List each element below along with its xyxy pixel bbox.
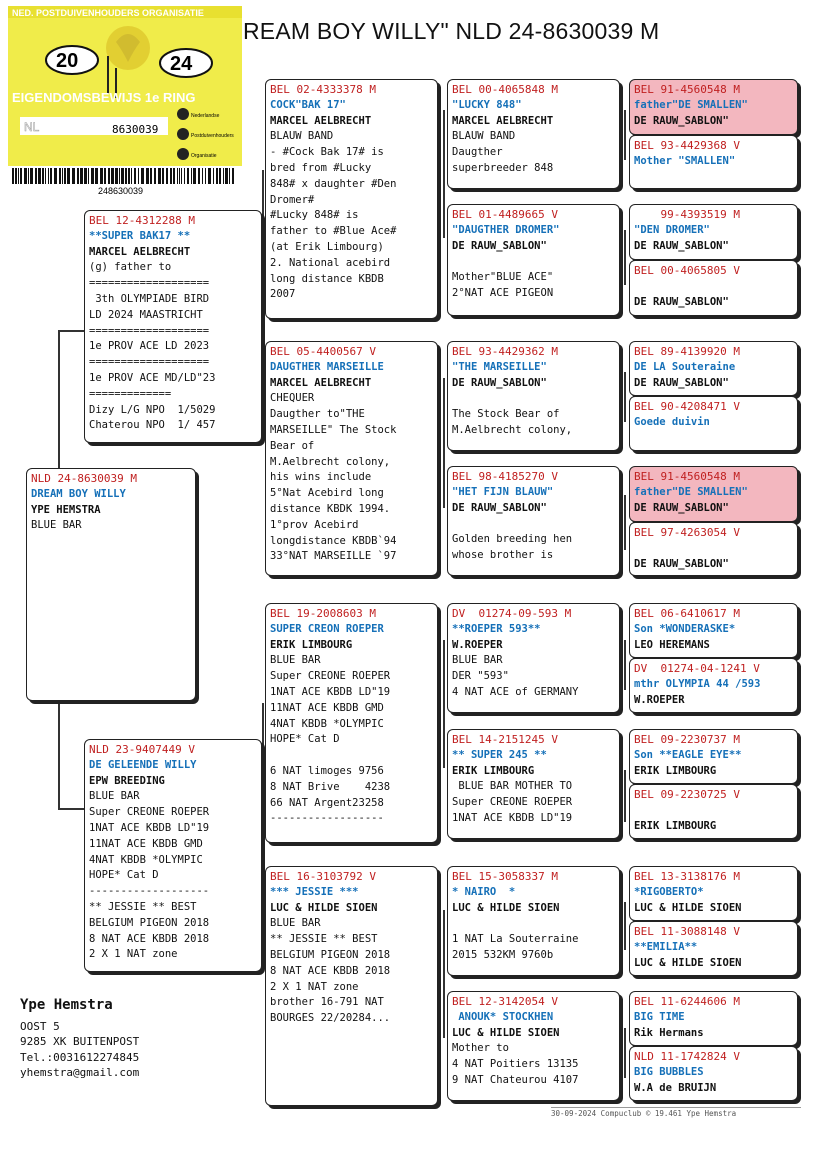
pigeon-card-subject: [26, 468, 196, 701]
pigeon-card-g4-16: [629, 1046, 798, 1101]
pedigree-text: long distance KBDB: [270, 272, 384, 285]
ring-number: BEL 11-6244606 M: [634, 995, 740, 1008]
pedigree-text: BLAUW BAND: [270, 130, 334, 143]
pigeon-name: DAUGTHER MARSEILLE: [270, 360, 384, 373]
ring-number: BEL 12-4312288 M: [89, 214, 195, 227]
pedigree-text: [452, 391, 615, 407]
pigeon-name: Goede duivin: [634, 415, 710, 428]
ring-number: BEL 16-3103792 V: [270, 870, 376, 883]
pedigree-text: his wins include: [270, 471, 372, 484]
breeder-name: MARCEL AELBRECHT: [452, 114, 554, 127]
pedigree-text: Super CREONE ROEPER: [270, 670, 391, 683]
pigeon-name: BIG BUBBLES: [634, 1065, 704, 1078]
ring-number: BEL 97-4263054 V: [634, 526, 740, 539]
ring-number: BEL 12-3142054 V: [452, 995, 558, 1008]
pigeon-card-g4-12: [629, 784, 798, 839]
pedigree-text: CHEQUER: [270, 392, 315, 405]
ring-number: BEL 91-4560548 M: [634, 83, 740, 96]
breeder-name: ERIK LIMBOURG: [270, 638, 353, 651]
pedigree-text: 1e PROV ACE MD/LD"23: [89, 371, 216, 384]
pedigree-text: (g) father to: [89, 261, 172, 274]
pigeon-name: [634, 279, 793, 295]
pedigree-text: 2 X 1 NAT zone: [270, 980, 359, 993]
pigeon-card-g4-10: [629, 658, 798, 713]
pedigree-text: 1°prov Acebird: [270, 518, 359, 531]
pedigree-text: 8 NAT ACE KBDB 2018: [270, 964, 391, 977]
pedigree-text: BLUE BAR: [89, 790, 140, 803]
connector-line: [58, 700, 60, 810]
pedigree-text: 2. National acebird: [270, 256, 391, 269]
pedigree-text: Mother to: [452, 1042, 509, 1055]
pigeon-card-g3-2: [447, 204, 620, 316]
connector-line: [262, 170, 264, 418]
breeder-name: LUC & HILDE SIOEN: [270, 901, 378, 914]
pigeon-card-sire: [84, 210, 262, 443]
pigeon-name: ** SUPER 245 **: [452, 748, 547, 761]
pedigree-text: 33°NAT MARSEILLE `97: [270, 550, 397, 563]
pedigree-text: HOPE* Cat D: [270, 733, 340, 746]
pigeon-card-dam-sire: [265, 603, 438, 843]
breeder-name: Rik Hermans: [634, 1026, 704, 1039]
breeder-name: YPE HEMSTRA: [31, 503, 101, 516]
pedigree-text: Golden breeding hen: [452, 533, 573, 546]
page-title: REAM BOY WILLY" NLD 24-8630039 M: [243, 18, 660, 44]
pedigree-text: BELGIUM PIGEON 2018: [270, 948, 391, 961]
breeder-name: DE RAUW_SABLON": [452, 239, 547, 252]
pedigree-text: [270, 748, 433, 764]
breeder-name: MARCEL AELBRECHT: [89, 245, 191, 258]
pedigree-text: Super CREONE ROEPER: [89, 806, 210, 819]
pedigree-text: ------------------: [270, 812, 384, 825]
pedigree-text: ===================: [89, 356, 210, 369]
pigeon-card-g4-13: [629, 866, 798, 921]
pedigree-text: [452, 916, 615, 932]
connector-line: [624, 372, 626, 422]
ring-number: NLD 23-9407449 V: [89, 743, 195, 756]
pedigree-text: 4 NAT Poitiers 13135: [452, 1058, 579, 1071]
owner-name: Ype Hemstra: [20, 997, 113, 1013]
ring-number: BEL 00-4065805 V: [634, 264, 740, 277]
pedigree-text: =============: [89, 387, 172, 400]
pigeon-card-dam: [84, 739, 262, 972]
ring-number: NLD 24-8630039 M: [31, 472, 137, 485]
breeder-name: W.ROEPER: [452, 638, 503, 651]
lion-logo-icon: [106, 26, 150, 70]
pigeon-name: mthr OLYMPIA 44 /593: [634, 677, 761, 690]
pedigree-text: BLUE BAR: [270, 917, 321, 930]
connector-line: [58, 330, 60, 470]
card-npo-1: Nederlandse: [191, 113, 220, 119]
pigeon-card-g3-1: [447, 79, 620, 189]
breeder-name: EPW BREEDING: [89, 774, 165, 787]
pedigree-text: ** JESSIE ** BEST: [89, 900, 197, 913]
pedigree-text: 4NAT KBDB *OLYMPIC: [270, 717, 384, 730]
ring-number: BEL 02-4333378 M: [270, 83, 376, 96]
pedigree-text: BLUE BAR: [270, 654, 321, 667]
pedigree-text: whose brother is: [452, 548, 554, 561]
footer-credit: 30-09-2024 Compuclub © 19.461 Ype Hemstra: [551, 1107, 801, 1118]
pedigree-text: 3th OLYMPIADE BIRD: [89, 292, 210, 305]
pigeon-name: "DEN DROMER": [634, 223, 710, 236]
breeder-name: MARCEL AELBRECHT: [270, 376, 372, 389]
ring-number: BEL 15-3058337 M: [452, 870, 558, 883]
owner-street: OOST 5: [20, 1019, 60, 1033]
pedigree-text: The Stock Bear of: [452, 408, 560, 421]
pigeon-card-g4-14: [629, 921, 798, 976]
ownership-card: [8, 6, 242, 196]
pedigree-text: Mother"BLUE ACE": [452, 271, 554, 284]
connector-line: [624, 230, 626, 285]
breeder-name: DE RAUW_SABLON": [452, 501, 547, 514]
pigeon-name: "THE MARSEILLE": [452, 360, 547, 373]
pedigree-text: MARSEILLE" The Stock: [270, 423, 397, 436]
pigeon-card-g3-5: [447, 603, 620, 713]
connector-line: [624, 640, 626, 690]
breeder-name: LUC & HILDE SIOEN: [634, 901, 742, 914]
breeder-name: LUC & HILDE SIOEN: [634, 956, 742, 969]
pedigree-text: 1 NAT La Souterraine: [452, 933, 579, 946]
breeder-name: W.A de BRUIJN: [634, 1081, 717, 1094]
pedigree-text: brother 16-791 NAT: [270, 996, 384, 1009]
pigeon-name: Mother "SMALLEN": [634, 154, 736, 167]
pedigree-text: LD 2024 MAASTRICHT: [89, 308, 203, 321]
pigeon-card-g4-15: [629, 991, 798, 1046]
pedigree-text: -------------------: [89, 885, 210, 898]
ring-number: DV 01274-09-593 M: [452, 607, 572, 620]
pigeon-name: "DAUGTHER DROMER": [452, 223, 560, 236]
pedigree-text: Daugther to"THE: [270, 408, 365, 421]
connector-line: [624, 110, 626, 160]
pigeon-name: DREAM BOY WILLY: [31, 487, 126, 500]
pedigree-text: 1NAT ACE KBDB LD"19: [452, 811, 573, 824]
pigeon-name: **EMILIA**: [634, 940, 698, 953]
pigeon-card-sire-dam: [265, 341, 438, 576]
owner-address: [20, 998, 139, 1081]
ring-number: BEL 90-4208471 V: [634, 400, 740, 413]
pedigree-text: 11NAT ACE KBDB GMD: [89, 837, 203, 850]
pigeon-card-g4-11: [629, 729, 798, 784]
pedigree-text: #Lucky 848# is: [270, 209, 359, 222]
ring-number: BEL 91-4560548 M: [634, 470, 740, 483]
pedigree-text: HOPE* Cat D: [89, 869, 159, 882]
connector-line: [624, 495, 626, 550]
pedigree-text: 2007: [270, 288, 296, 301]
pedigree-text: DER "593": [452, 670, 509, 683]
pedigree-text: 8 NAT Brive 4238: [270, 780, 391, 793]
owner-city: 9285 XK BUITENPOST: [20, 1035, 140, 1048]
pigeon-name: **ROEPER 593**: [452, 622, 541, 635]
pedigree-text: Chaterou NPO 1/ 457: [89, 419, 216, 432]
pedigree-text: BLUE BAR MOTHER TO: [452, 780, 573, 793]
pigeon-card-g3-4: [447, 466, 620, 576]
pedigree-text: 5°Nat Acebird long: [270, 487, 384, 500]
pedigree-text: Dizy L/G NPO 1/5029: [89, 403, 216, 416]
breeder-name: ERIK LIMBOURG: [452, 764, 535, 777]
pigeon-card-g4-9: [629, 603, 798, 658]
breeder-name: DE RAUW_SABLON": [634, 501, 729, 514]
breeder-name: ERIK LIMBOURG: [634, 819, 717, 832]
pedigree-text: [452, 516, 615, 532]
pedigree-text: 4 NAT ACE of GERMANY: [452, 685, 579, 698]
breeder-name: LUC & HILDE SIOEN: [452, 1026, 560, 1039]
card-year-left: 20: [56, 50, 79, 72]
breeder-name: LUC & HILDE SIOEN: [452, 901, 560, 914]
breeder-name: DE RAUW_SABLON": [634, 376, 729, 389]
pedigree-text: 2°NAT ACE PIGEON: [452, 286, 554, 299]
ring-number: BEL 06-6410617 M: [634, 607, 740, 620]
pigeon-name: DE LA Souteraine: [634, 360, 736, 373]
pedigree-text: 2015 532KM 9760b: [452, 948, 554, 961]
pedigree-text: superbreeder 848: [452, 161, 554, 174]
pedigree-text: longdistance KBDB`94: [270, 534, 397, 547]
pigeon-name: SUPER CREON ROEPER: [270, 622, 384, 635]
ring-number: BEL 19-2008603 M: [270, 607, 376, 620]
pigeon-name: ANOUK* STOCKHEN: [452, 1010, 554, 1023]
pedigree-text: M.Aelbrecht colony,: [452, 423, 573, 436]
connector-line: [624, 902, 626, 950]
card-org: NED. POSTDUIVENHOUDERS ORGANISATIE: [12, 8, 204, 18]
pigeon-name: COCK"BAK 17": [270, 98, 346, 111]
ring-number: BEL 14-2151245 V: [452, 733, 558, 746]
pigeon-card-dam-dam: [265, 866, 438, 1106]
ring-number: DV 01274-04-1241 V: [634, 662, 760, 675]
pedigree-text: Bear of: [270, 439, 315, 452]
ring-number: BEL 00-4065848 M: [452, 83, 558, 96]
pigeon-card-g3-6: [447, 729, 620, 839]
connector-line: [58, 330, 86, 332]
pigeon-name: father"DE SMALLEN": [634, 98, 748, 111]
connector-line: [443, 110, 445, 238]
ring-number: BEL 93-4429362 M: [452, 345, 558, 358]
ring-number: BEL 89-4139920 M: [634, 345, 740, 358]
ring-number: BEL 09-2230725 V: [634, 788, 740, 801]
card-number: 8630039: [112, 123, 159, 136]
ring-number: BEL 09-2230737 M: [634, 733, 740, 746]
pigeon-name: DE GELEENDE WILLY: [89, 758, 197, 771]
connector-line: [443, 910, 445, 1038]
pigeon-name: Son *WONDERASKE*: [634, 622, 736, 635]
owner-email: yhemstra@gmail.com: [20, 1066, 140, 1079]
owner-phone: Tel.:0031612274845: [20, 1050, 140, 1064]
pedigree-text: 1NAT ACE KBDB LD"19: [270, 685, 391, 698]
breeder-name: DE RAUW_SABLON": [452, 376, 547, 389]
pedigree-text: [452, 254, 615, 270]
pigeon-name: *** JESSIE ***: [270, 885, 359, 898]
breeder-name: DE RAUW_SABLON": [634, 295, 729, 308]
ring-number: BEL 05-4400567 V: [270, 345, 376, 358]
pedigree-text: 66 NAT Argent23258: [270, 796, 384, 809]
pigeon-card-g4-4: [629, 260, 798, 316]
pedigree-text: (at Erik Limbourg): [270, 240, 384, 253]
pigeon-card-g4-3: [629, 204, 798, 260]
ring-number: NLD 11-1742824 V: [634, 1050, 740, 1063]
breeder-name: DE RAUW_SABLON": [634, 239, 729, 252]
breeder-name: DE RAUW_SABLON": [634, 114, 729, 127]
pedigree-text: ===================: [89, 324, 210, 337]
pigeon-card-g3-7: [447, 866, 620, 976]
ring-number: 99-4393519 M: [634, 208, 740, 221]
pedigree-text: 1NAT ACE KBDB LD"19: [89, 821, 210, 834]
pedigree-text: M.Aelbrecht colony,: [270, 455, 391, 468]
pedigree-text: BLUE BAR: [452, 654, 503, 667]
pigeon-name: "HET FIJN BLAUW": [452, 485, 554, 498]
pedigree-text: 1e PROV ACE LD 2023: [89, 340, 210, 353]
pedigree-text: BLUE BAR: [31, 519, 82, 532]
connector-line: [58, 808, 86, 810]
card-npo-2: Postduivenhouders: [191, 133, 234, 139]
pigeon-card-g4-2: [629, 135, 798, 189]
card-barcode-text: 248630039: [98, 186, 144, 196]
pigeon-card-g4-7: [629, 466, 798, 522]
pedigree-text: BELGIUM PIGEON 2018: [89, 916, 210, 929]
pedigree-text: BOURGES 22/20284...: [270, 1012, 391, 1025]
pigeon-card-g4-1: [629, 79, 798, 135]
pigeon-name: **SUPER BAK17 **: [89, 229, 191, 242]
pedigree-text: Super CREONE ROEPER: [452, 796, 573, 809]
connector-line: [262, 703, 264, 933]
pigeon-card-sire-sire: [265, 79, 438, 319]
connector-line: [624, 770, 626, 822]
card-npo-3: Organisatie: [191, 153, 217, 159]
pigeon-card-g4-5: [629, 341, 798, 396]
pedigree-text: Dromer#: [270, 193, 315, 206]
pigeon-card-g3-8: [447, 991, 620, 1101]
pedigree-text: ** JESSIE ** BEST: [270, 933, 378, 946]
card-label: EIGENDOMSBEWIJS 1e RING: [12, 90, 196, 105]
pedigree-text: 6 NAT limoges 9756: [270, 764, 384, 777]
pigeon-name: Son **EAGLE EYE**: [634, 748, 742, 761]
ring-number: BEL 98-4185270 V: [452, 470, 558, 483]
pigeon-name: [634, 803, 793, 819]
connector-line: [443, 640, 445, 768]
ring-number: BEL 11-3088148 V: [634, 925, 740, 938]
pedigree-text: Daugther: [452, 146, 503, 159]
pedigree-text: 4NAT KBDB *OLYMPIC: [89, 853, 203, 866]
pigeon-name: "LUCKY 848": [452, 98, 522, 111]
pigeon-card-g3-3: [447, 341, 620, 451]
pigeon-name: [634, 541, 793, 557]
breeder-name: ERIK LIMBOURG: [634, 764, 717, 777]
pedigree-text: BLAUW BAND: [452, 130, 516, 143]
pedigree-text: father to #Blue Ace#: [270, 225, 397, 238]
ring-number: BEL 13-3138176 M: [634, 870, 740, 883]
pedigree-text: 11NAT ACE KBDB GMD: [270, 701, 384, 714]
pedigree-text: bred from #Lucky: [270, 161, 372, 174]
pedigree-text: 8 NAT ACE KBDB 2018: [89, 932, 210, 945]
pedigree-text: - #Cock Bak 17# is: [270, 146, 384, 159]
connector-line: [443, 378, 445, 508]
connector-line: [624, 1028, 626, 1078]
ring-number: BEL 01-4489665 V: [452, 208, 558, 221]
ring-number: BEL 93-4429368 V: [634, 139, 740, 152]
barcode-icon: [12, 168, 234, 184]
pigeon-name: BIG TIME: [634, 1010, 685, 1023]
pigeon-name: *RIGOBERTO*: [634, 885, 704, 898]
breeder-name: W.ROEPER: [634, 693, 685, 706]
pigeon-name: * NAIRO *: [452, 885, 516, 898]
pedigree-text: 9 NAT Chateurou 4107: [452, 1073, 579, 1086]
pedigree-text: ===================: [89, 277, 210, 290]
pedigree-text: distance KBDK 1994.: [270, 502, 391, 515]
card-year-right: 24: [170, 53, 193, 75]
pedigree-text: 848# x daughter #Den: [270, 177, 397, 190]
breeder-name: LEO HEREMANS: [634, 638, 710, 651]
pedigree-text: 2 X 1 NAT zone: [89, 948, 178, 961]
breeder-name: MARCEL AELBRECHT: [270, 114, 372, 127]
pigeon-card-g4-8: [629, 522, 798, 576]
pigeon-card-g4-6: [629, 396, 798, 451]
card-country: NL: [24, 120, 40, 134]
pigeon-name: father"DE SMALLEN": [634, 485, 748, 498]
breeder-name: DE RAUW_SABLON": [634, 557, 729, 570]
